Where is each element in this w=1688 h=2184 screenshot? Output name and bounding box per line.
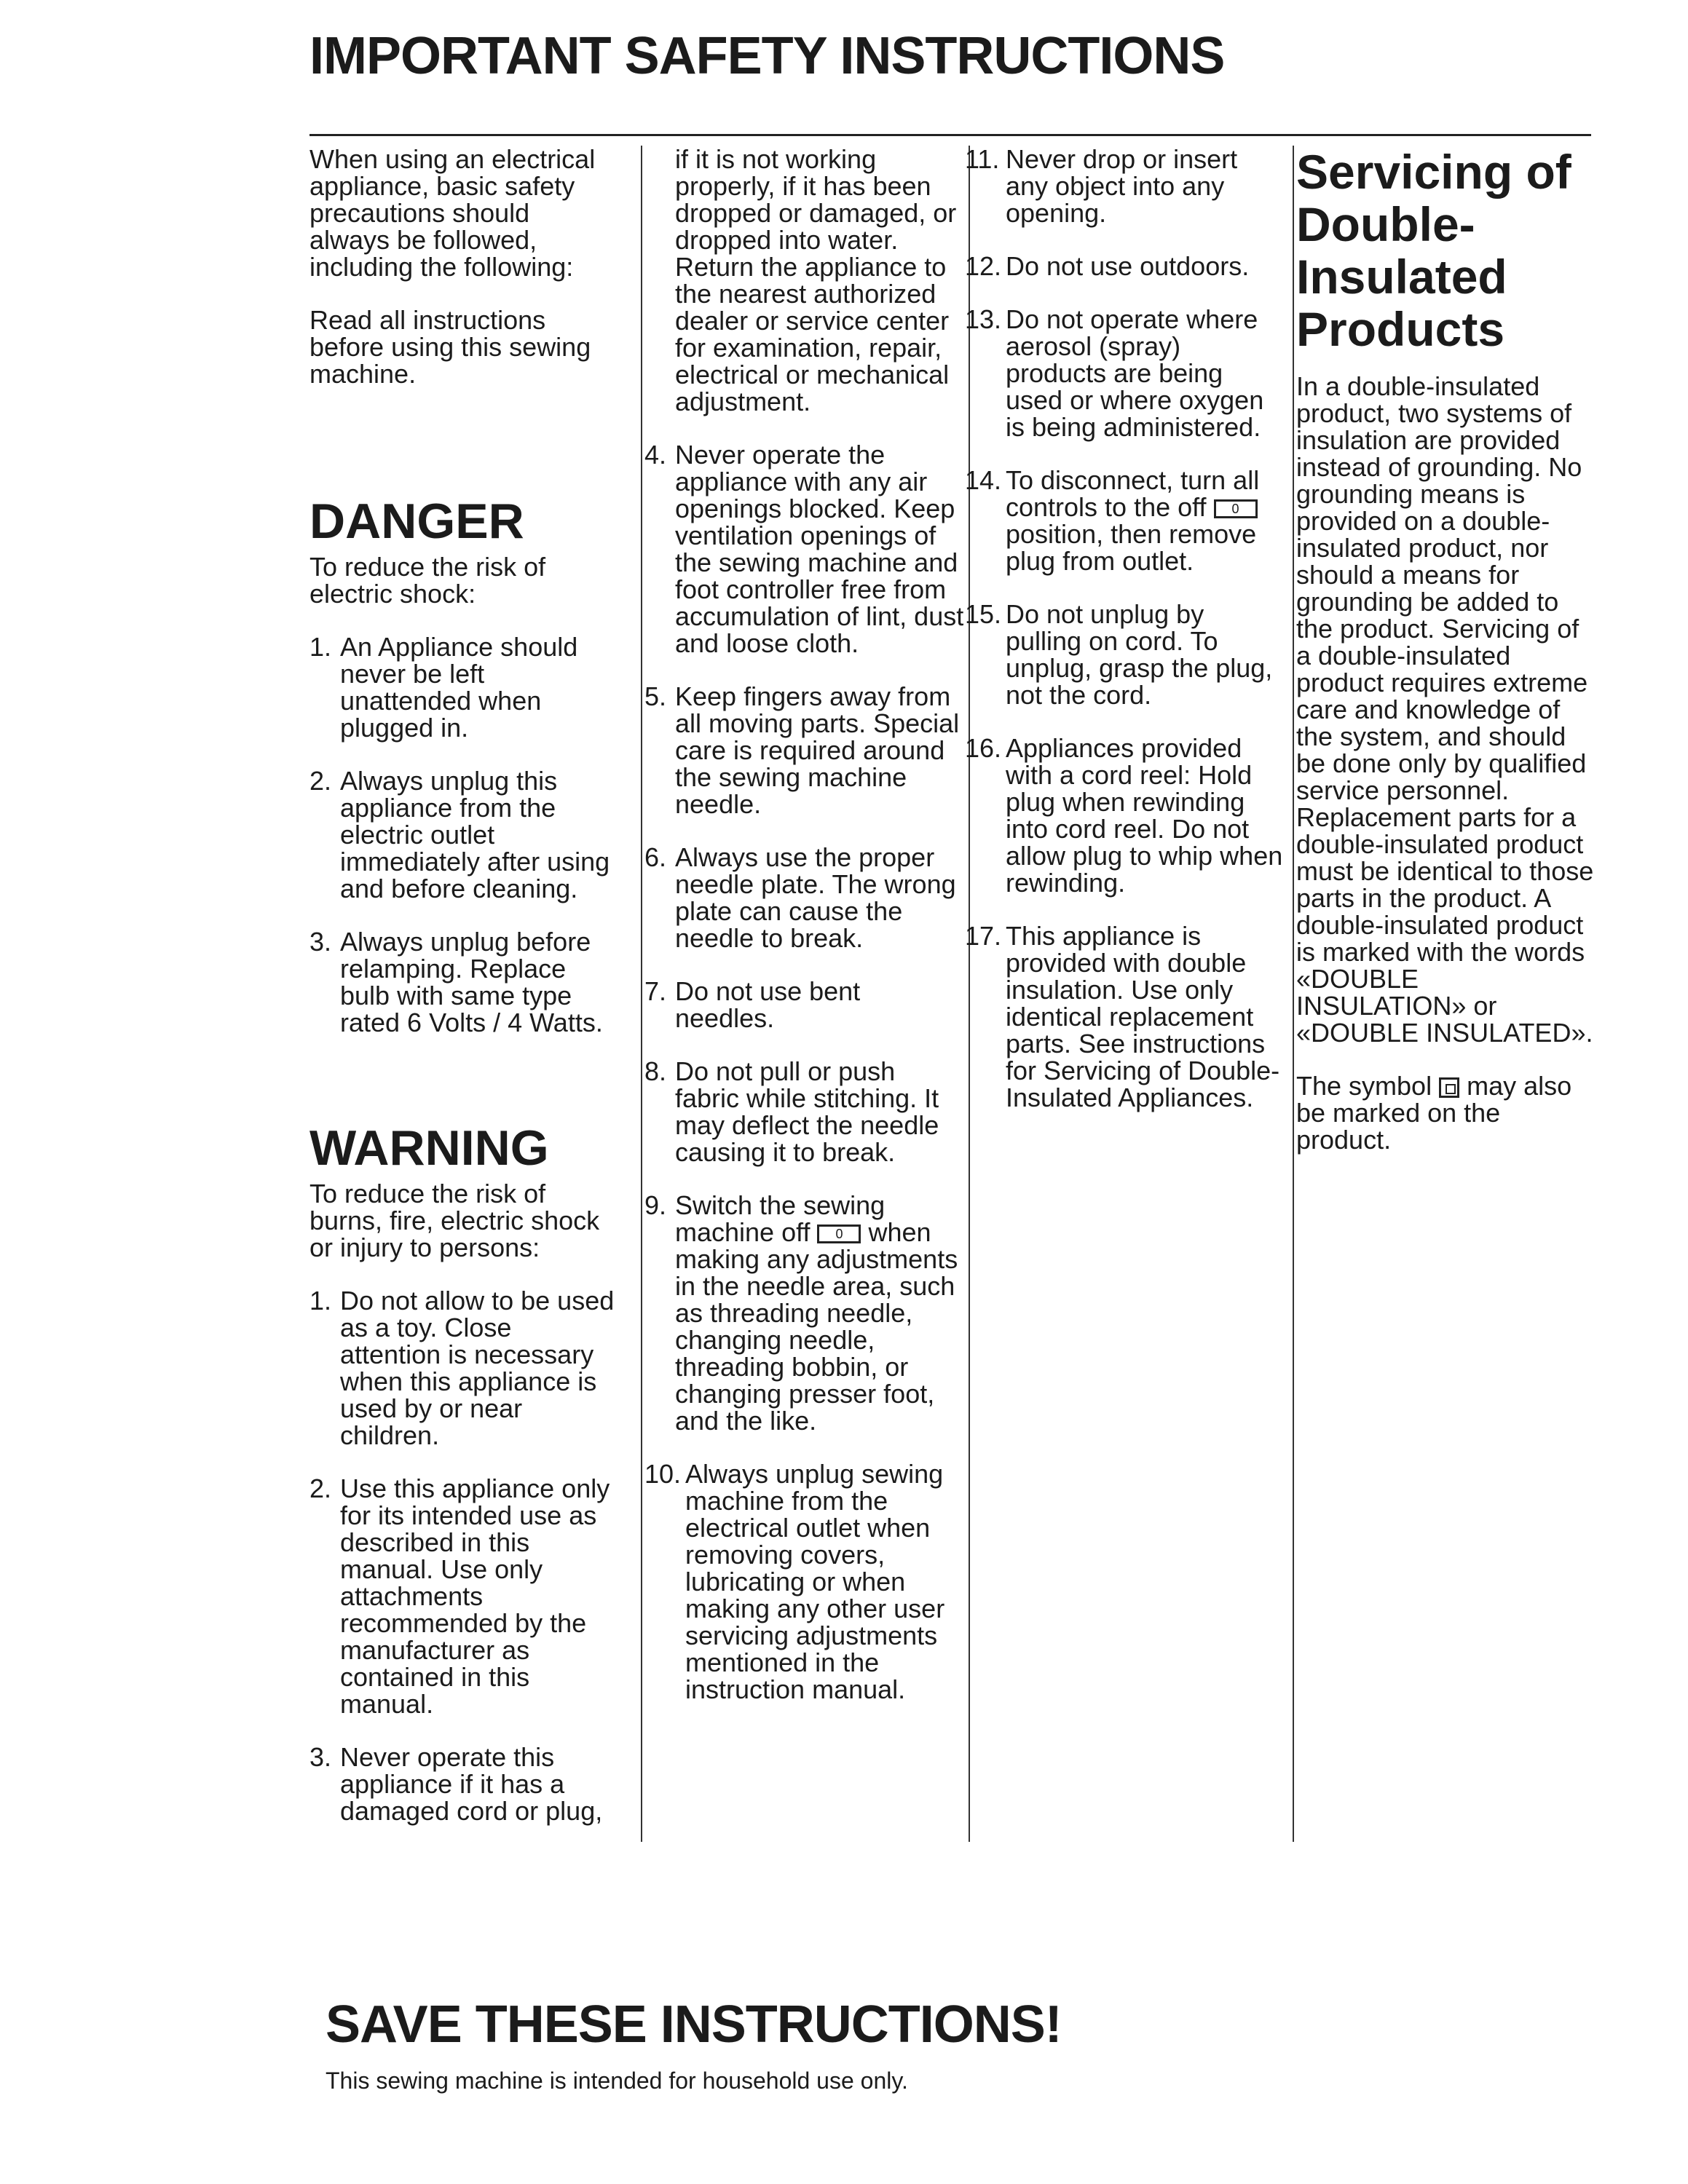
off-switch-icon: 0	[1214, 499, 1258, 518]
double-insulation-icon	[1439, 1077, 1459, 1098]
item-number: 12.	[965, 251, 1002, 281]
item-text: Always unplug before relamping. Replace bulb with same type rated 6 Volts / 4 Watts.	[340, 927, 603, 1037]
item-text: Always unplug sewing machine from the electrical outlet when removing covers, lubricating or when making any other user servicing adjustments mentioned in the instruction manual.	[685, 1459, 945, 1704]
list-item	[309, 633, 615, 741]
item-number: 3.	[309, 927, 332, 957]
item-text: Never drop or insert any object into any opening.	[1006, 144, 1238, 228]
servicing-heading: Servicing of Double-Insulated Products	[1296, 145, 1571, 356]
instructions-list	[644, 441, 965, 1703]
off-switch-icon: 0	[817, 1224, 861, 1243]
item-text: Switch the sewing machine off	[675, 1190, 886, 1247]
danger-heading: DANGER	[309, 494, 524, 549]
item-number: 1.	[309, 632, 332, 662]
continuation-text: if it is not working properly, if it has been dropped or damaged, or dropped into water. Return the appliance to the nearest authorized dealer or service center for examination, repair, electrical or mechanical adjustment.	[675, 144, 957, 416]
list-item	[644, 1192, 965, 1434]
item-text: Keep fingers away from all moving parts. Special care is required around the sewing machine needle.	[675, 681, 960, 819]
item-text: Always use the proper needle plate. The wrong plate can cause the needle to break.	[675, 842, 956, 953]
item-number: 11.	[965, 144, 1000, 174]
item-number: 9.	[644, 1190, 667, 1220]
item-text: An Appliance should never be left unattended when plugged in.	[340, 632, 578, 743]
item-text: Never operate this appliance if it has a damaged cord or plug,	[340, 1742, 603, 1826]
title-rule	[309, 134, 1591, 136]
page-title: IMPORTANT SAFETY INSTRUCTIONS	[309, 27, 1225, 85]
item-text: Do not use outdoors.	[1006, 251, 1250, 281]
item-number: 14.	[965, 465, 1002, 495]
intro-paragraph: When using an electrical appliance, basic safety precautions should always be followed, including the following:	[309, 144, 596, 282]
item-text: Do not operate where aerosol (spray) products are being used or where oxygen is being administered.	[1006, 304, 1264, 442]
item-text: Appliances provided with a cord reel: Hold plug when rewinding into cord reel. Do not allow plug to whip when rewinding.	[1006, 733, 1283, 898]
list-item	[965, 467, 1285, 574]
item-number: 4.	[644, 440, 667, 470]
list-item	[309, 928, 615, 1036]
item-text: To disconnect, turn all controls to the off	[1006, 465, 1260, 522]
item-number: 1.	[309, 1286, 332, 1315]
column-divider	[1293, 146, 1294, 1842]
servicing-paragraph	[1296, 1072, 1595, 1153]
list-item	[965, 922, 1285, 1111]
list-item	[309, 767, 615, 902]
household-use-note: This sewing machine is intended for household use only.	[326, 2068, 908, 2094]
list-item	[965, 735, 1285, 896]
item-text: This appliance is provided with double insulation. Use only identical replacement parts. See instructions for Servicing of Double-Insulated Appliances.	[1006, 921, 1280, 1112]
item-number: 5.	[644, 681, 667, 711]
list-item	[965, 146, 1285, 226]
item-number: 13.	[965, 304, 1002, 334]
servicing-paragraph: In a double-insulated product, two systems of insulation are provided instead of grounding. No grounding means is provided on a double-insulated product, nor should a means for grounding be added to the product. Servicing of a double-insulated product requires extreme care and knowledge of the system, and should be done only by qualified service personnel. Replacement parts for a double-insulated product must be identical to those parts in the product. A double-insulated product is marked with the words «DOUBLE INSULATION» or «DOUBLE INSULATED».	[1296, 371, 1594, 1048]
symbol-text: The symbol	[1296, 1071, 1432, 1101]
warning-list	[309, 1287, 615, 1824]
column-divider	[641, 146, 642, 1842]
danger-subtitle: To reduce the risk of electric shock:	[309, 552, 546, 609]
item-number: 8.	[644, 1056, 667, 1086]
item-text: Do not unplug by pulling on cord. To unplug, grasp the plug, not the cord.	[1006, 599, 1273, 710]
item-number: 2.	[309, 766, 332, 796]
warning-subtitle: To reduce the risk of burns, fire, electric shock or injury to persons:	[309, 1179, 600, 1262]
list-item	[309, 1475, 615, 1717]
item-text: Always unplug this appliance from the electric outlet immediately after using and before cleaning.	[340, 766, 610, 903]
item-number: 2.	[309, 1473, 332, 1503]
item-number: 17.	[965, 921, 1002, 951]
item-text: Never operate the appliance with any air openings blocked. Keep ventilation openings of the sewing machine and foot controller free from accumulation of lint, dust and loose cloth.	[675, 440, 964, 658]
item-text: Use this appliance only for its intended use as described in this manual. Use only attachments recommended by the manufacturer as contained in this manual.	[340, 1473, 610, 1719]
list-item	[309, 1744, 615, 1824]
symbol-text: may also be marked on the product.	[1296, 1071, 1572, 1155]
item-number: 15.	[965, 599, 1002, 629]
intro-paragraph: Read all instructions before using this sewing machine.	[309, 305, 591, 389]
list-item	[644, 1058, 965, 1166]
item-number: 7.	[644, 976, 667, 1006]
instructions-list	[965, 146, 1285, 1111]
column-1	[309, 146, 615, 1851]
danger-list	[309, 633, 615, 1036]
list-item	[644, 978, 965, 1032]
list-item	[644, 441, 965, 657]
save-instructions-heading: SAVE THESE INSTRUCTIONS!	[326, 1995, 1062, 2054]
column-2	[644, 146, 965, 1729]
list-item	[965, 601, 1285, 708]
column-3	[965, 146, 1285, 1137]
list-item	[965, 253, 1285, 280]
column-4	[1296, 146, 1595, 1179]
list-item	[309, 1287, 615, 1449]
item-text: Do not allow to be used as a toy. Close attention is necessary when this appliance is used by or near children.	[340, 1286, 615, 1450]
list-item	[965, 306, 1285, 440]
list-item	[644, 844, 965, 951]
warning-heading: WARNING	[309, 1120, 549, 1176]
list-item	[644, 1460, 965, 1703]
item-text: Do not use bent needles.	[675, 976, 861, 1033]
item-text: position, then remove plug from outlet.	[1006, 519, 1257, 576]
item-number: 6.	[644, 842, 667, 872]
item-number: 3.	[309, 1742, 332, 1772]
list-item	[644, 683, 965, 818]
item-number: 16.	[965, 733, 1002, 763]
item-number: 10.	[644, 1459, 682, 1489]
item-text: when making any adjustments in the needle area, such as threading needle, changing needle, threading bobbin, or changing presser foot, and the like.	[675, 1217, 958, 1436]
item-text: Do not pull or push fabric while stitching. It may deflect the needle causing it to break.	[675, 1056, 939, 1167]
